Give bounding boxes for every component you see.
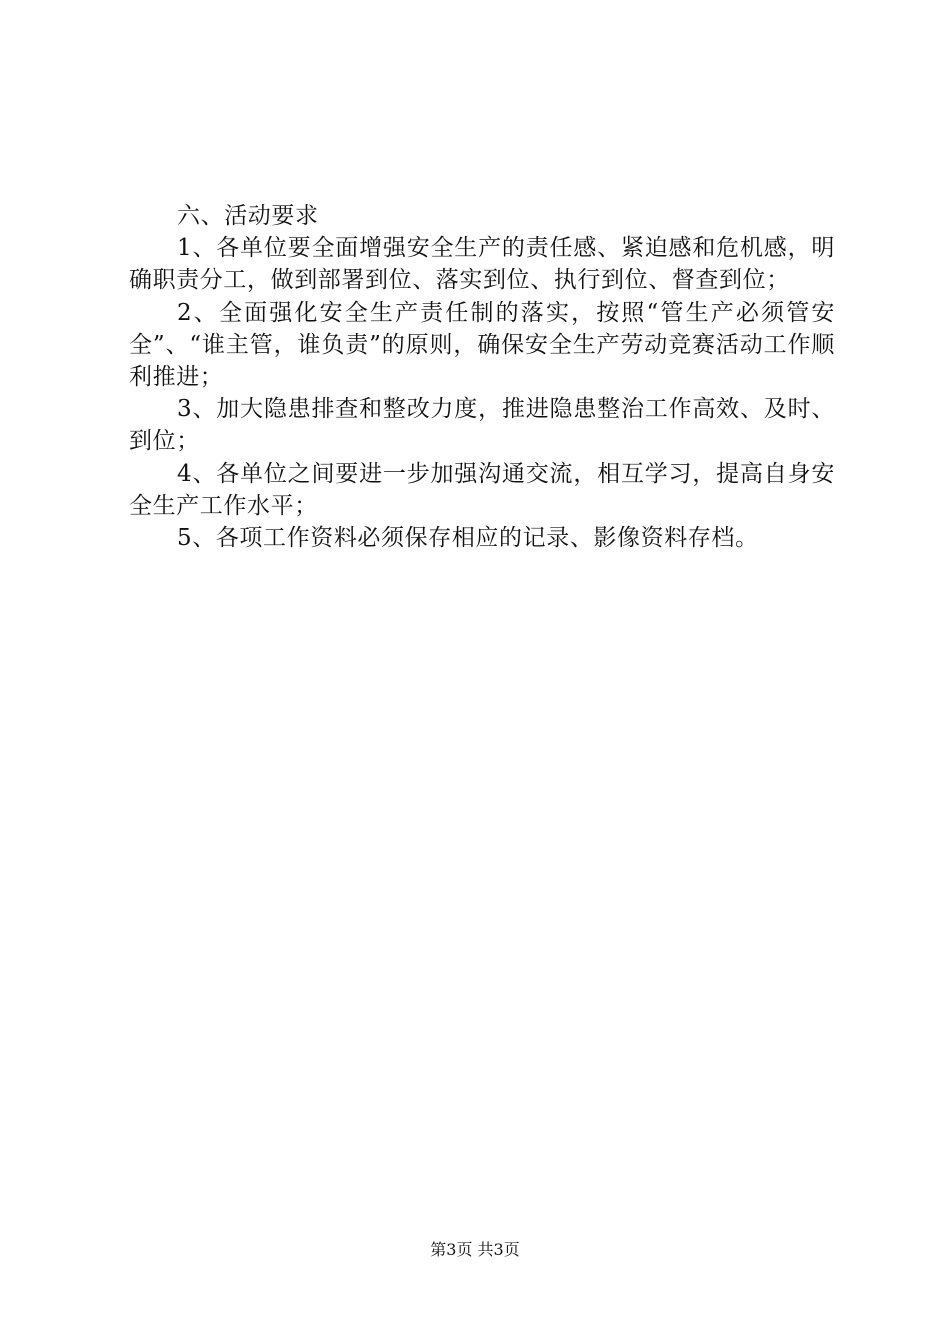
requirement-item-2: 2、全面强化安全生产责任制的落实，按照“管生产必须管安全”、“谁主管，谁负责”的原则，确保安全生产劳动竞赛活动工作顺利推进； xyxy=(129,299,835,391)
requirement-item-4: 4、各单位之间要进一步加强沟通交流，相互学习，提高自身安全生产工作水平； xyxy=(129,460,835,519)
section-heading: 六、活动要求 xyxy=(177,203,319,229)
requirement-item-1: 1、各单位要全面增强安全生产的责任感、紧迫感和危机感，明确职责分工，做到部署到位、落实到位、执行到位、督查到位； xyxy=(129,235,835,294)
page-footer: 第3页 共3页 xyxy=(430,1240,520,1259)
document-body xyxy=(129,200,835,554)
requirement-item-5: 5、各项工作资料必须保存相应的记录、影像资料存档。 xyxy=(177,525,759,552)
requirement-item-3: 3、加大隐患排查和整改力度，推进隐患整治工作高效、及时、到位； xyxy=(129,396,835,455)
